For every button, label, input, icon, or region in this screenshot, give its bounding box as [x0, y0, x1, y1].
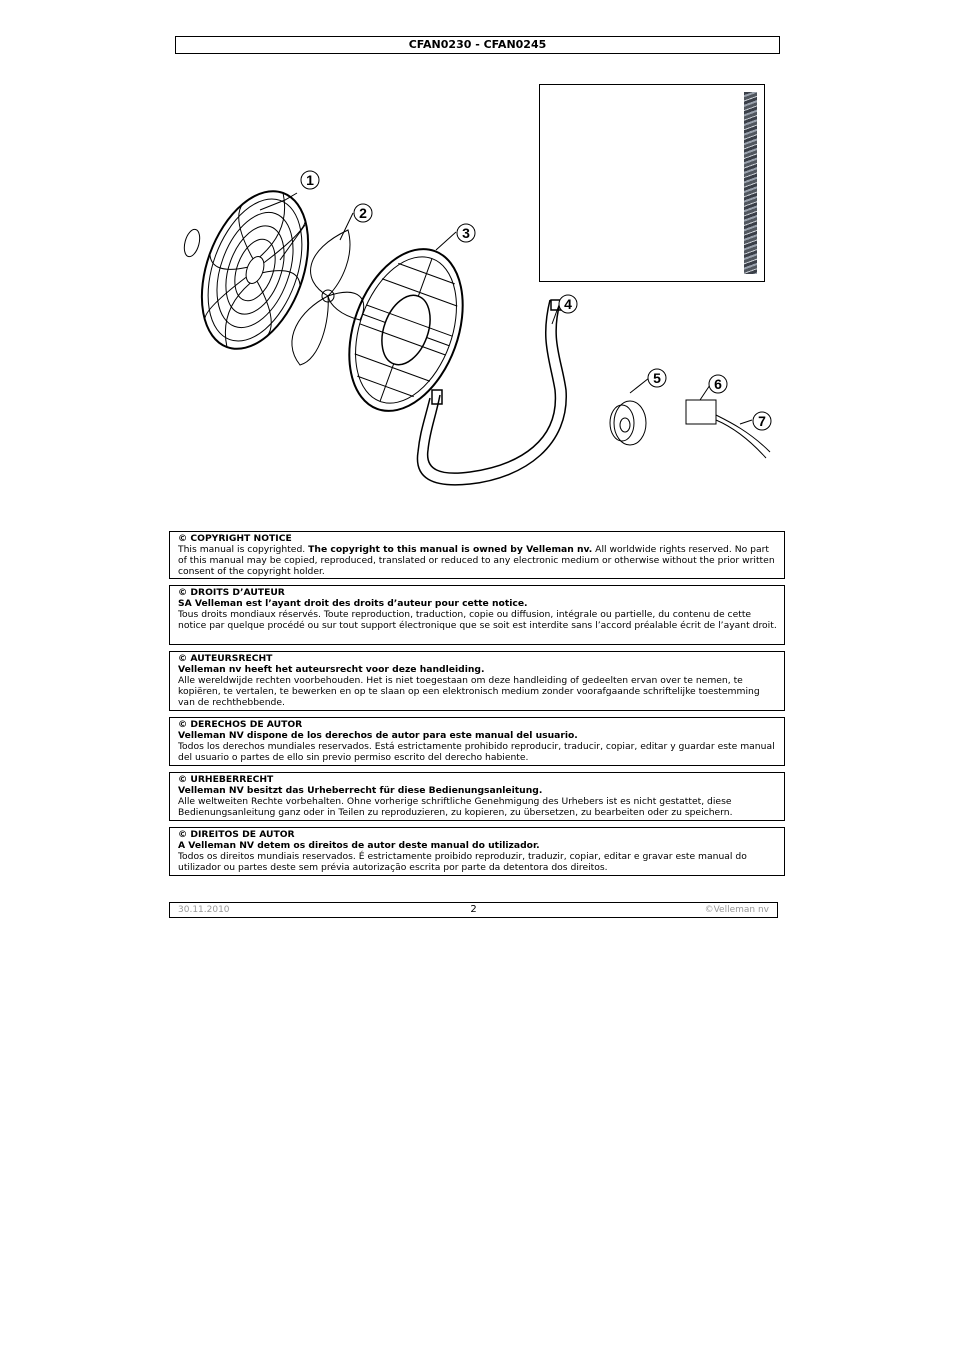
notice-body: Alle wereldwijde rechten voorbehouden. Het is niet toegestaan om deze handleiding of gedeelten ervan over te nemen, te kopiëren, te vertalen, te bewerken en op te slaan op een elektronisch medium zonder voorafgaande schriftelijke toestemming van de rechthebbende.	[178, 675, 760, 708]
page-footer	[169, 902, 778, 918]
clip-ring	[182, 228, 203, 259]
page-header	[175, 36, 780, 54]
notice-statement: SA Velleman est l’ayant droit des droits d’auteur pour cette notice.	[178, 598, 528, 609]
callout-2: 2	[359, 205, 367, 221]
notice-box	[169, 717, 785, 766]
callout-1: 1	[306, 172, 314, 188]
notice-body: Todos os direitos mundiais reservados. É estrictamente proibido reproduzir, traduzir, copiar, editar e gravar este manual do utilizador ou partes deste sem prévia autorização escrita por parte da detentora dos direitos.	[178, 851, 747, 873]
notice-body: Tous droits mondiaux réservés. Toute reproduction, traduction, copie ou diffusion, intégrale ou partielle, du contenu de cette notice par quelque procédé ou sur tout support électronique que se soit est interdite sans l’accord préalable écrit de l’ayant droit.	[178, 609, 777, 631]
fan-blade	[292, 230, 364, 365]
notice-box	[169, 772, 785, 821]
callout-4: 4	[564, 296, 572, 312]
notice-statement: The copyright to this manual is owned by Velleman nv.	[308, 544, 593, 555]
footer-copyright: ©Velleman nv	[704, 905, 769, 915]
footer-date: 30.11.2010	[178, 905, 230, 915]
notice-title: © DROITS D’AUTEUR	[178, 587, 285, 598]
motor	[610, 401, 646, 445]
notice-title: © DERECHOS DE AUTOR	[178, 719, 303, 730]
notice-statement: Velleman NV besitzt das Urheberrecht für diese Bedienungsanleitung.	[178, 785, 543, 796]
notice-title: © AUTEURSRECHT	[178, 653, 273, 664]
notice-title: © URHEBERRECHT	[178, 774, 274, 785]
callout-6: 6	[714, 376, 722, 392]
notice-statement: Velleman nv heeft het auteursrecht voor deze handleiding.	[178, 664, 485, 675]
callout-3: 3	[462, 225, 470, 241]
rear-grille	[328, 233, 483, 426]
notice-statement: A Velleman NV detem os direitos de autor deste manual do utilizador.	[178, 840, 540, 851]
header-title: CFAN0230 - CFAN0245	[408, 38, 547, 51]
product-photo-strip	[744, 92, 757, 274]
notice-box	[169, 651, 785, 711]
notice-box	[169, 827, 785, 876]
notice-box	[169, 585, 785, 645]
notice-box	[169, 531, 785, 579]
notice-lead: This manual is copyrighted.	[178, 544, 309, 555]
notice-body: Alle weltweiten Rechte vorbehalten. Ohne vorherige schriftliche Genehmigung des Urhebers ist es nicht gestattet, diese Bedienungsanleitung ganz oder in Teilen zu reproduzieren, zu kopieren, zu übersetzen, zu bearbeiten oder zu speichern.	[178, 796, 733, 818]
callout-7: 7	[758, 413, 766, 429]
product-photo	[539, 84, 765, 282]
footer-page-number: 2	[470, 904, 477, 915]
notice-title: © COPYRIGHT NOTICE	[178, 533, 292, 544]
front-grille	[182, 177, 328, 364]
stand	[417, 300, 566, 485]
notice-body: Todos los derechos mundiales reservados. Está estrictamente prohibido reproducir, traducir, copiar, editar y guardar este manual del usuario o partes de ello sin previo permiso escrito del derecho habiente.	[178, 741, 775, 763]
notice-statement: Velleman NV dispone de los derechos de autor para este manual del usuario.	[178, 730, 578, 741]
notice-body: All worldwide rights reserved. No part of this manual may be copied, reproduced, translated or reduced to any electronic medium or otherwise without the prior written consent of the copyright holder.	[178, 544, 775, 577]
notice-title: © DIREITOS DE AUTOR	[178, 829, 295, 840]
callout-5: 5	[653, 370, 661, 386]
